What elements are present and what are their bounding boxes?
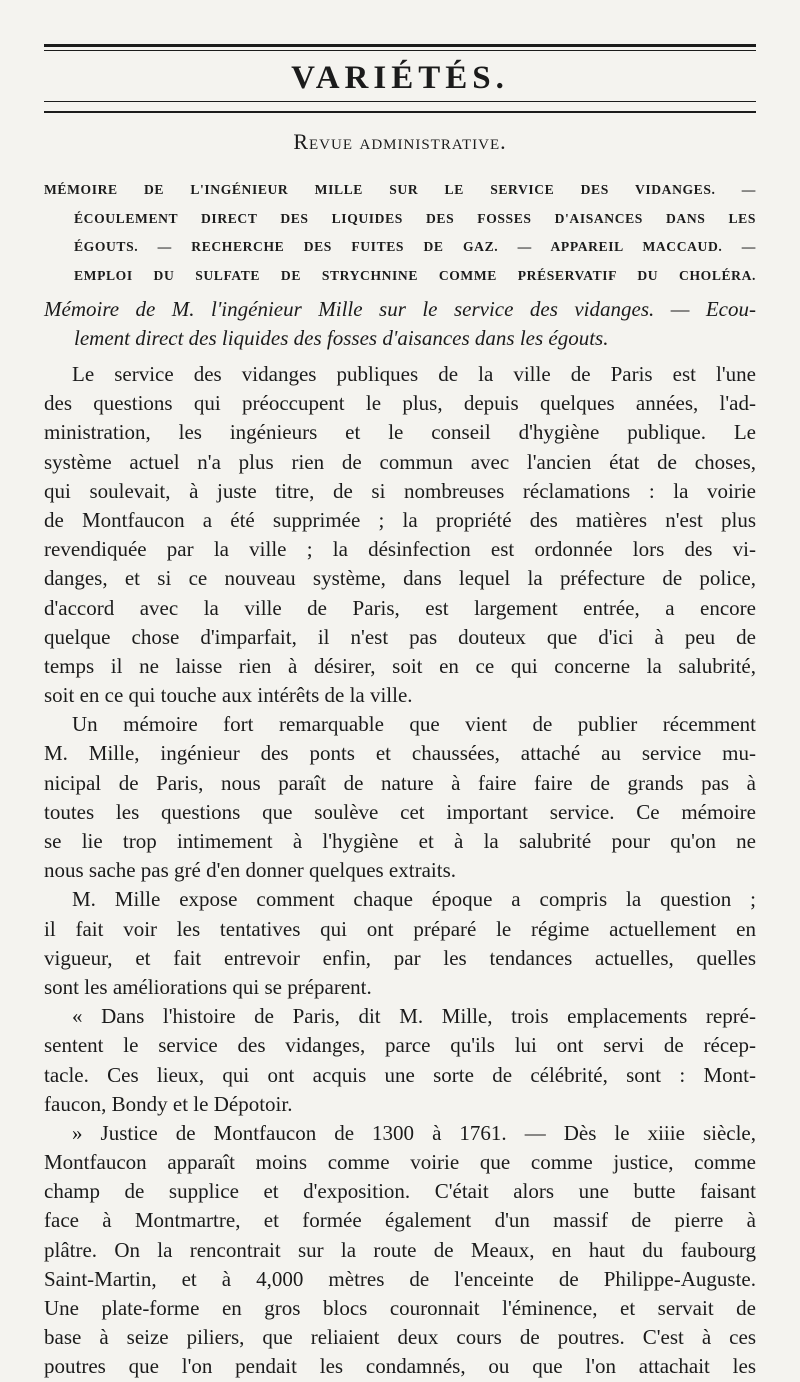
text-line: Montfaucon apparaît moins comme voirie que comme justice, comme bbox=[44, 1150, 756, 1175]
text-line: nous sache pas gré d'en donner quelques extraits. bbox=[44, 858, 456, 883]
text-line: danges, et si ce nouveau système, dans lequel la préfecture de police, bbox=[44, 566, 756, 591]
text-line: ministration, les ingénieurs et le conseil d'hygiène publique. Le bbox=[44, 420, 756, 445]
paragraph bbox=[44, 360, 756, 710]
text-line: quelque chose d'imparfait, il n'est pas douteux que d'ici à peu de bbox=[44, 624, 756, 649]
text-line: il fait voir les tentatives qui ont préparé le régime actuellement en bbox=[44, 916, 756, 941]
text-line: M. Mille, ingénieur des ponts et chaussées, attaché au service mu- bbox=[44, 741, 756, 766]
summary-line: EMPLOI DU SULFATE DE STRYCHNINE COMME PRÉSERVATIF DU CHOLÉRA. bbox=[74, 267, 756, 283]
article-body bbox=[44, 360, 756, 1382]
summary-line: MÉMOIRE DE L'INGÉNIEUR MILLE SUR LE SERVICE DES VIDANGES. — bbox=[44, 182, 756, 197]
header-rule bbox=[44, 44, 756, 47]
text-line: d'accord avec la ville de Paris, est largement entrée, a encore bbox=[44, 595, 756, 620]
text-line: nicipal de Paris, nous paraît de nature à faire faire de grands pas à bbox=[44, 770, 756, 795]
text-line: poutres que l'on pendait les condamnés, ou que l'on attachait les bbox=[44, 1354, 756, 1379]
text-line: plâtre. On la rencontrait sur la route de Meaux, en haut du faubourg bbox=[44, 1237, 756, 1262]
text-line: soit en ce qui touche aux intérêts de la ville. bbox=[44, 683, 413, 708]
text-line: revendiquée par la ville ; la désinfection est ordonnée lors des vi- bbox=[44, 537, 756, 562]
text-line: des questions qui préoccupent le plus, depuis quelques années, l'ad- bbox=[44, 391, 756, 416]
header-rule bbox=[44, 111, 756, 113]
paragraph bbox=[44, 1119, 756, 1382]
text-line: système actuel n'a plus rien de commun avec l'ancien état de choses, bbox=[44, 449, 756, 474]
text-line: » Justice de Montfaucon de 1300 à 1761. — Dès le xiiie siècle, bbox=[72, 1120, 756, 1145]
text-line: face à Montmartre, et formée également d'un massif de pierre à bbox=[44, 1208, 756, 1233]
text-line: de Montfaucon a été supprimée ; la propriété des matières n'est plus bbox=[44, 507, 756, 532]
text-line: qui soulevait, à juste titre, de si nombreuses réclamations : la voirie bbox=[44, 478, 756, 503]
heading-line: lement direct des liquides des fosses d'aisances dans les égouts. bbox=[74, 326, 609, 350]
text-line: Le service des vidanges publiques de la ville de Paris est l'une bbox=[72, 362, 756, 386]
text-line: « Dans l'histoire de Paris, dit M. Mille, trois emplacements repré- bbox=[72, 1004, 756, 1029]
text-line: se lie trop intimement à l'hygiène et à la salubrité pour qu'on ne bbox=[44, 829, 756, 853]
header-rule bbox=[44, 101, 756, 102]
text-line: Saint-Martin, et à 4,000 mètres de l'enceinte de Philippe-Auguste. bbox=[44, 1266, 756, 1291]
text-line: temps il ne laisse rien à désirer, soit en ce qui concerne la salubrité, bbox=[44, 653, 756, 678]
article-summary bbox=[44, 176, 756, 290]
text-line: Un mémoire fort remarquable que vient de publier récemment bbox=[72, 712, 756, 737]
text-line: base à seize piliers, que reliaient deux cours de poutres. C'est à ces bbox=[44, 1325, 756, 1350]
text-line: sont les améliorations qui se préparent. bbox=[44, 974, 372, 999]
text-line: toutes les questions que soulève cet important service. Ce mémoire bbox=[44, 799, 756, 824]
header-rule bbox=[44, 50, 756, 51]
heading-line: Mémoire de M. l'ingénieur Mille sur le service des vidanges. — Ecou- bbox=[44, 297, 756, 321]
article-title: Revue administrative. bbox=[293, 129, 507, 154]
summary-line: ÉCOULEMENT DIRECT DES LIQUIDES DES FOSSES D'AISANCES DANS LES bbox=[74, 210, 756, 226]
paragraph bbox=[44, 1002, 756, 1119]
summary-line: ÉGOUTS. — RECHERCHE DES FUITES DE GAZ. — APPAREIL MACCAUD. — bbox=[74, 239, 756, 255]
section-title: VARIÉTÉS. bbox=[291, 60, 509, 96]
text-line: Une plate-forme en gros blocs couronnait l'éminence, et servait de bbox=[44, 1296, 756, 1320]
text-line: M. Mille expose comment chaque époque a compris la question ; bbox=[72, 887, 756, 912]
text-line: vigueur, et fait entrevoir enfin, par les tendances actuelles, quelles bbox=[44, 945, 756, 970]
text-line: champ de supplice et d'exposition. C'était alors une butte faisant bbox=[44, 1179, 756, 1204]
text-line: sentent le service des vidanges, parce qu'ils lui ont servi de récep- bbox=[44, 1033, 756, 1058]
section-heading bbox=[44, 295, 756, 353]
text-line: faucon, Bondy et le Dépotoir. bbox=[44, 1091, 293, 1116]
paragraph bbox=[44, 710, 756, 885]
text-line: tacle. Ces lieux, qui ont acquis une sorte de célébrité, sont : Mont- bbox=[44, 1062, 756, 1087]
paragraph bbox=[44, 885, 756, 1002]
